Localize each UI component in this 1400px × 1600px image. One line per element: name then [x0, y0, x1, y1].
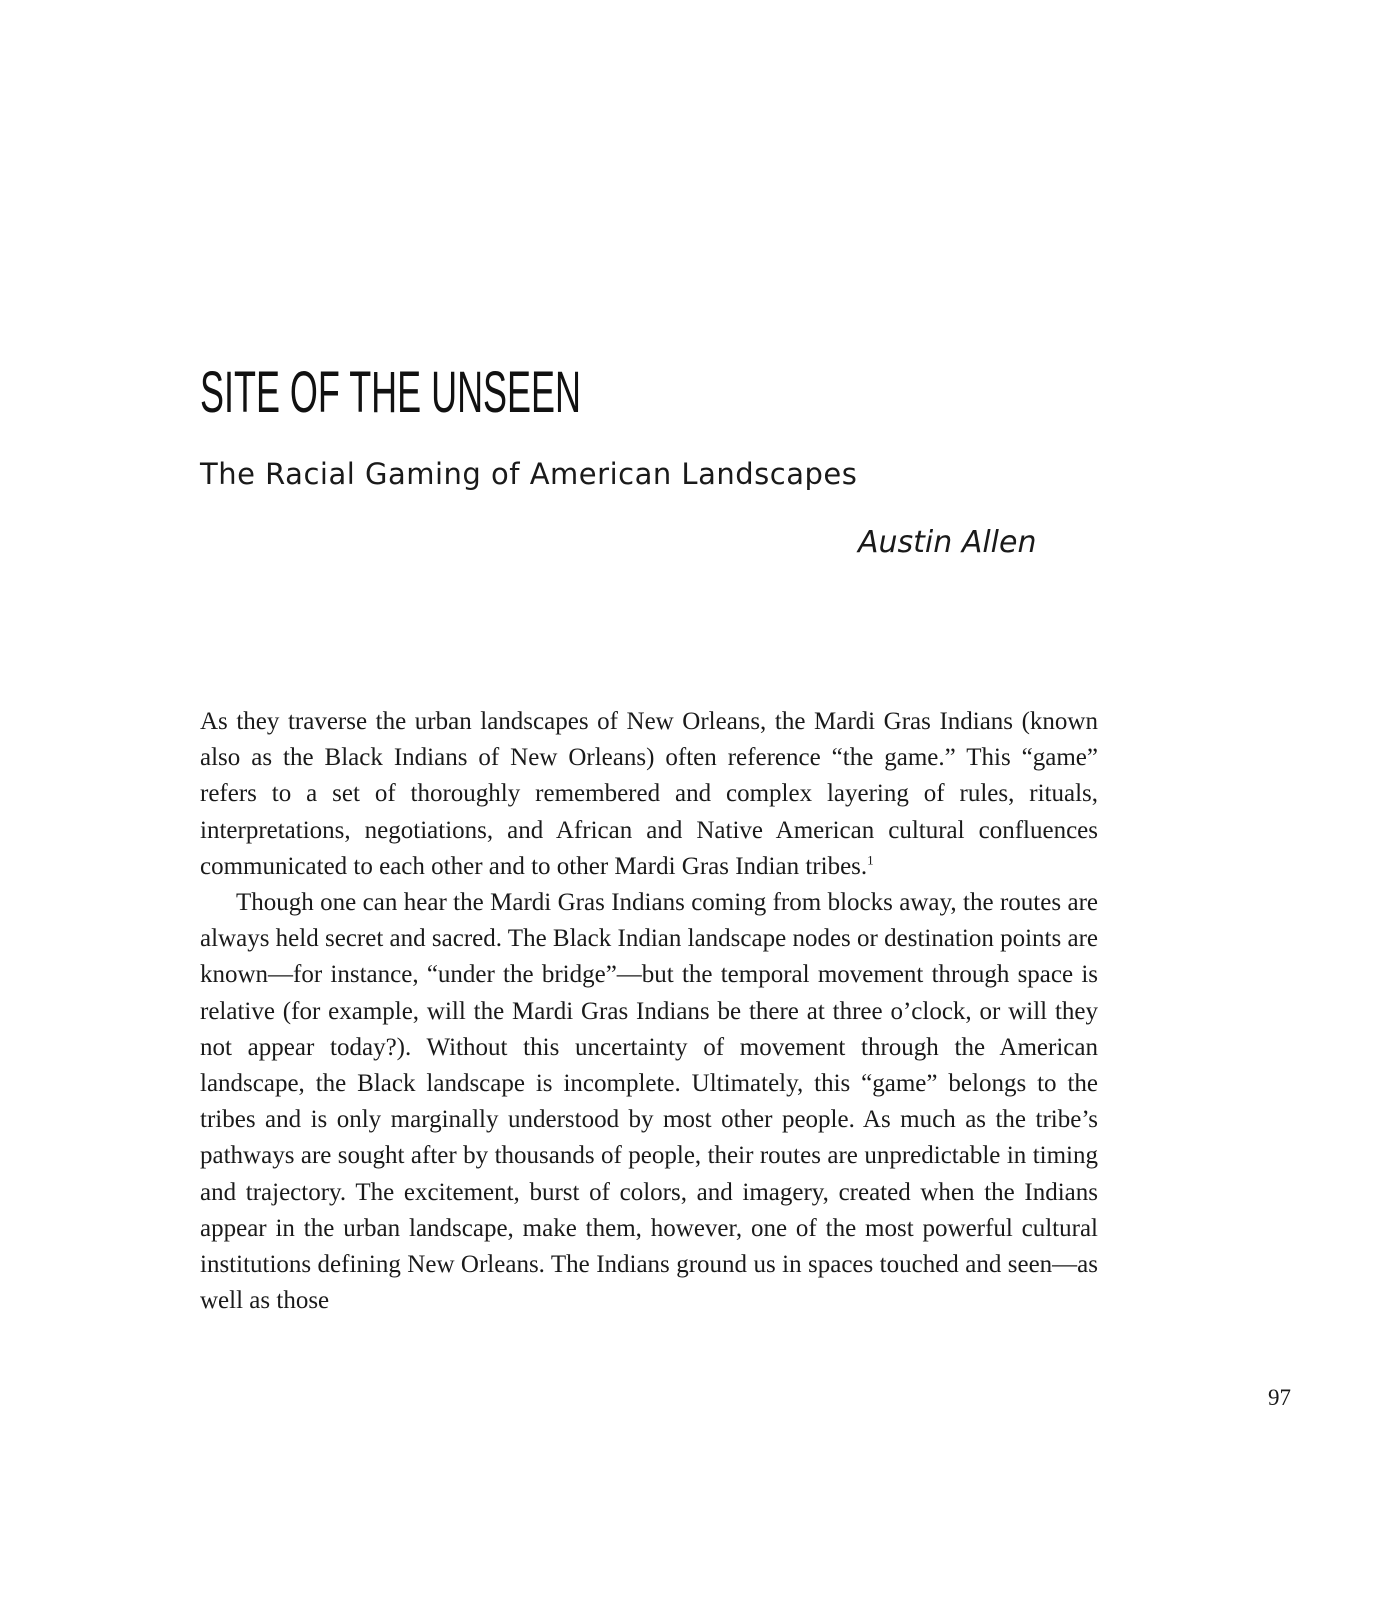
paragraph	[200, 704, 1098, 885]
page-number: 97	[1268, 1385, 1291, 1410]
body-text	[200, 704, 1098, 1319]
footnote-reference[interactable]: 1	[867, 852, 874, 868]
chapter-subtitle: The Racial Gaming of American Landscapes	[200, 457, 858, 491]
paragraph-text: Though one can hear the Mardi Gras Indians coming from blocks away, the routes are always held secret and sacred. The Black Indian landscape nodes or destination points are known—for instance, “under the bridge”—but the temporal movement through space is relative (for example, will the Mardi Gras Indians be there at three o’clock, or will they not appear today?). Without this uncertainty of movement through the American landscape, the Black landscape is incomplete. Ultimately, this “game” belongs to the tribes and is only marginally understood by most other people. As much as the tribe’s pathways are sought after by thousands of people, their routes are unpredictable in timing and trajectory. The excitement, burst of colors, and imagery, created when the Indians appear in the urban landscape, make them, however, one of the most powerful cultural institutions defining New Orleans. The Indians ground us in spaces touched and seen—as well as those	[200, 889, 1098, 1315]
paragraph	[200, 885, 1098, 1319]
paragraph-text: As they traverse the urban landscapes of New Orleans, the Mardi Gras Indians (known also as the Black Indians of New Orleans) often reference “the game.” This “game” refers to a set of thoroughly remembered and complex layering of rules, rituals, interpretations, negotiations, and African and Native American cultural confluences communicated to each other and to other Mardi Gras Indian tribes.	[200, 708, 1098, 880]
chapter-title: SITE OF THE UNSEEN	[200, 360, 581, 425]
chapter-author: Austin Allen	[858, 525, 1037, 560]
